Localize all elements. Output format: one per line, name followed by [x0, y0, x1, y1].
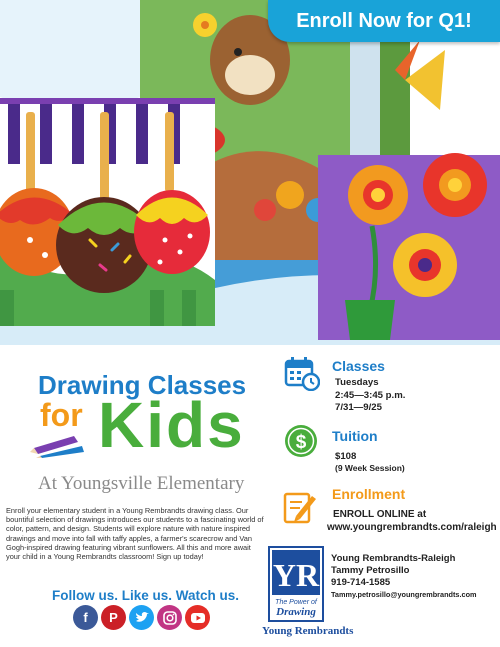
pencil-paper-icon — [282, 488, 318, 529]
facebook-icon[interactable]: f — [73, 605, 98, 630]
classes-title: Classes — [332, 358, 385, 374]
enroll-now-banner[interactable]: Enroll Now for Q1! — [268, 0, 500, 42]
contact-phone[interactable]: 919-714-1585 — [331, 577, 391, 588]
logo-tagline-2: Drawing — [276, 606, 316, 618]
enrollment-line: ENROLL ONLINE at — [333, 509, 427, 520]
classes-details — [335, 377, 405, 415]
title-for: for — [40, 397, 83, 433]
twitter-icon[interactable] — [129, 605, 154, 630]
social-title: Follow us. Like us. Watch us. — [52, 588, 240, 603]
tuition-session: (9 Week Session) — [335, 463, 405, 473]
logo-brand: Young Rembrandts — [262, 625, 354, 637]
classes-time: 2:45—3:45 p.m. — [335, 389, 406, 401]
classes-day: Tuesdays — [335, 377, 379, 388]
tuition-price: $108 — [335, 451, 357, 462]
classes-dates: 7/31—9/25 — [335, 402, 382, 413]
contact-block — [331, 553, 477, 601]
title-drawing-classes: Drawing Classes — [38, 370, 247, 400]
contact-org: Young Rembrandts-Raleigh — [331, 553, 456, 564]
svg-text:$: $ — [295, 432, 307, 453]
calendar-clock-icon — [284, 355, 320, 396]
pencils-icon — [30, 430, 88, 463]
young-rembrandts-logo — [268, 546, 324, 622]
enrollment-title: Enrollment — [332, 486, 406, 502]
youtube-icon[interactable] — [185, 605, 210, 630]
enrollment-url[interactable]: www.youngrembrandts.com/raleigh — [327, 522, 497, 533]
logo-tagline-1: The Power of — [275, 599, 317, 606]
school-name: At Youngsville Elementary — [38, 473, 245, 494]
title-kids: Kids — [98, 389, 245, 461]
logo-letters: YR — [272, 557, 320, 593]
instagram-icon[interactable] — [157, 605, 182, 630]
intro-paragraph: Enroll your elementary student in a Young Rembrandts drawing class. Our bountiful selection of drawings introduces our students to a fascinating world of color, pattern, and design. Students will explore nature with nature inspired drawings and move into fall with taffy apples, a farmer's scarecrow and Van Gogh-inspired drawing featuring vibrant sunflowers. All this and more await your child in a Young Rembrandts classroom! Sign up today! — [6, 506, 264, 562]
dollar-icon — [283, 423, 319, 464]
pinterest-icon[interactable]: P — [101, 605, 126, 630]
tuition-title: Tuition — [332, 428, 378, 444]
contact-name: Tammy Petrosillo — [331, 565, 410, 576]
contact-email[interactable]: Tammy.petrosillo@youngrembrandts.com — [331, 590, 477, 599]
